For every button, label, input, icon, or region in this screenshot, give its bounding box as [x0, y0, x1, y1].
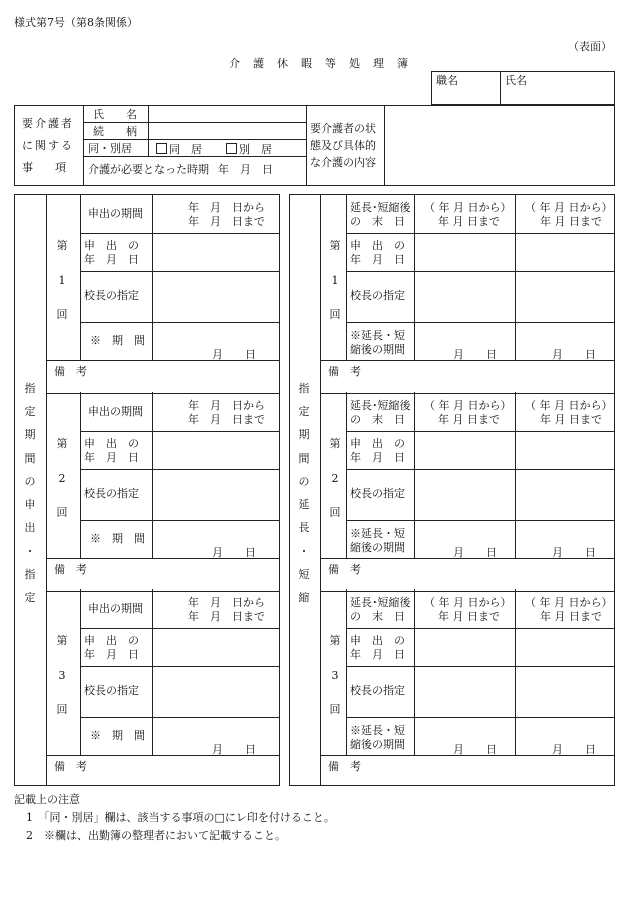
note-period-label: ※ 期 間	[90, 334, 145, 347]
name-label: 氏名	[505, 74, 527, 87]
same-residence-checkbox[interactable]	[156, 143, 167, 154]
end-date-label-2: の 末 日	[350, 610, 405, 623]
end-date-from-1: （ 年 月 日から）	[424, 201, 512, 214]
end-date-from-1: （ 年 月 日から）	[424, 596, 512, 609]
apply-date-label-1: 申 出 の	[84, 239, 139, 252]
left-remarks-label: 備 考	[54, 563, 87, 576]
principal-designation-label: 校長の指定	[84, 487, 139, 500]
end-date-to-1: 年 月 日まで	[438, 215, 500, 228]
after-period-month-day-1: 月 日	[453, 348, 497, 361]
left-remarks-label: 備 考	[54, 760, 87, 773]
end-date-label-1: 延長･短縮後	[350, 201, 411, 214]
after-period-label-1: ※延長・短	[350, 724, 405, 737]
apply-period-to: 年 月 日まで	[188, 215, 265, 228]
after-period-month-day-2: 月 日	[552, 348, 596, 361]
left-round-2: 第 2 回	[56, 437, 68, 519]
care-section-label-3: 事 項	[22, 161, 66, 174]
same-residence-option[interactable]: 同 居	[156, 143, 202, 155]
apply-period-to: 年 月 日まで	[188, 413, 265, 426]
after-period-month-day-1: 月 日	[453, 546, 497, 559]
after-period-label-2: 縮後の期間	[350, 738, 405, 751]
after-period-month-day-1: 月 日	[453, 743, 497, 756]
care-living-label: 同・別居	[88, 142, 132, 155]
note-period-month-day: 月 日	[212, 743, 256, 756]
after-period-month-day-2: 月 日	[552, 743, 596, 756]
apply-period-label: 申出の期間	[88, 602, 143, 615]
note-period-label: ※ 期 間	[90, 729, 145, 742]
right-principal-label: 校長の指定	[350, 487, 405, 500]
end-date-to-1: 年 月 日まで	[438, 413, 500, 426]
end-date-label-1: 延長･短縮後	[350, 399, 411, 412]
right-remarks-label: 備 考	[328, 563, 361, 576]
care-period-label: 介護が必要となった時期	[88, 163, 209, 176]
care-condition-label-2: 態及び具体的	[310, 139, 376, 152]
care-condition-label-3: な介護の内容	[310, 156, 376, 169]
note-2: 2 ※欄は、出勤簿の整理者において記載すること。	[26, 829, 286, 842]
apply-date-label-1: 申 出 の	[84, 634, 139, 647]
principal-designation-label: 校長の指定	[84, 289, 139, 302]
apply-date-label-1: 申 出 の	[84, 437, 139, 450]
apply-period-from: 年 月 日から	[188, 596, 265, 609]
care-condition-label-1: 要介護者の状	[310, 122, 376, 135]
note-period-label: ※ 期 間	[90, 532, 145, 545]
left-round-1: 第 1 回	[56, 239, 68, 321]
end-date-to-1: 年 月 日まで	[438, 610, 500, 623]
after-period-label-1: ※延長・短	[350, 527, 405, 540]
right-principal-label: 校長の指定	[350, 289, 405, 302]
note-period-month-day: 月 日	[212, 546, 256, 559]
right-remarks-label: 備 考	[328, 365, 361, 378]
post-label: 職名	[436, 74, 458, 87]
principal-designation-label: 校長の指定	[84, 684, 139, 697]
care-section-label-2: に関する	[22, 139, 74, 152]
right-apply-date-label-1: 申 出 の	[350, 239, 405, 252]
form-number: 様式第7号（第8条関係）	[14, 16, 138, 29]
end-date-to-2: 年 月 日まで	[540, 610, 602, 623]
care-period-date: 年 月 日	[218, 163, 273, 176]
end-date-from-1: （ 年 月 日から）	[424, 399, 512, 412]
apply-date-label-2: 年 月 日	[84, 451, 139, 464]
right-round-3: 第 3 回	[329, 634, 341, 716]
note-period-month-day: 月 日	[212, 348, 256, 361]
end-date-label-2: の 末 日	[350, 413, 405, 426]
left-remarks-label: 備 考	[54, 365, 87, 378]
apply-period-label: 申出の期間	[88, 405, 143, 418]
after-period-label-1: ※延長・短	[350, 329, 405, 342]
right-remarks-label: 備 考	[328, 760, 361, 773]
extension-title: 指 定 期 間 の 延 長 ・ 短 縮	[298, 382, 310, 604]
apply-date-label-2: 年 月 日	[84, 648, 139, 661]
right-apply-date-label-1: 申 出 の	[350, 634, 405, 647]
side-label: （表面）	[568, 40, 612, 53]
care-section-label-1: 要介護者	[22, 117, 74, 130]
after-period-label-2: 縮後の期間	[350, 343, 405, 356]
apply-period-label: 申出の期間	[88, 207, 143, 220]
apply-period-from: 年 月 日から	[188, 399, 265, 412]
right-principal-label: 校長の指定	[350, 684, 405, 697]
apply-period-from: 年 月 日から	[188, 201, 265, 214]
after-period-month-day-2: 月 日	[552, 546, 596, 559]
left-round-3: 第 3 回	[56, 634, 68, 716]
note-1: 1 「同・別居」欄は、該当する事項の□にレ印を付けること。	[26, 811, 335, 824]
right-apply-date-label-2: 年 月 日	[350, 648, 405, 661]
end-date-from-2: （ 年 月 日から）	[525, 596, 613, 609]
apply-period-to: 年 月 日まで	[188, 610, 265, 623]
separate-residence-option[interactable]: 別 居	[226, 143, 272, 155]
separate-residence-checkbox[interactable]	[226, 143, 237, 154]
right-apply-date-label-1: 申 出 の	[350, 437, 405, 450]
end-date-from-2: （ 年 月 日から）	[525, 201, 613, 214]
designation-title: 指 定 期 間 の 申 出 ・ 指 定	[24, 382, 36, 604]
right-round-2: 第 2 回	[329, 437, 341, 519]
apply-date-label-2: 年 月 日	[84, 253, 139, 266]
page-title: 介 護 休 暇 等 処 理 簿	[229, 57, 409, 70]
end-date-label-2: の 末 日	[350, 215, 405, 228]
end-date-to-2: 年 月 日まで	[540, 215, 602, 228]
end-date-label-1: 延長･短縮後	[350, 596, 411, 609]
right-apply-date-label-2: 年 月 日	[350, 451, 405, 464]
end-date-to-2: 年 月 日まで	[540, 413, 602, 426]
care-relation-label: 続 柄	[93, 125, 137, 138]
right-round-1: 第 1 回	[329, 239, 341, 321]
end-date-from-2: （ 年 月 日から）	[525, 399, 613, 412]
after-period-label-2: 縮後の期間	[350, 541, 405, 554]
right-apply-date-label-2: 年 月 日	[350, 253, 405, 266]
care-name-label: 氏 名	[93, 108, 137, 121]
notes-heading: 記載上の注意	[14, 793, 80, 806]
